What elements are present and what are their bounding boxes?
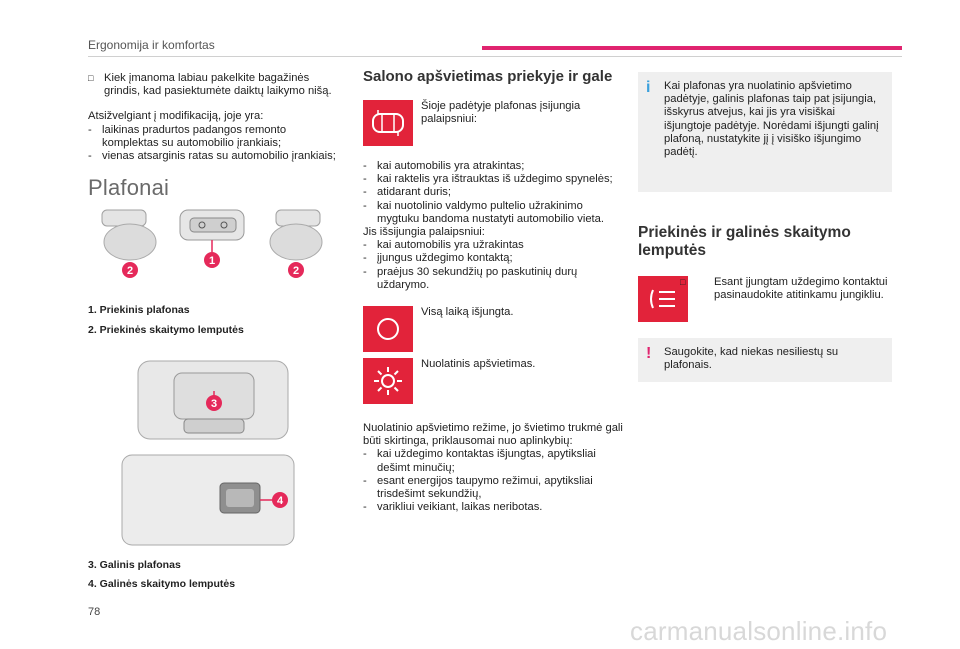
reading-light-row: □ Esant įjungtam uždegimo kontaktui pasinaudokite atitinkamu jungikliu. <box>638 276 892 328</box>
left-column <box>88 72 338 591</box>
watermark: carmanualsonline.info <box>630 616 888 646</box>
door-mode-row: Šioje padėtyje plafonas įsijungia palaipsniui: <box>363 100 625 152</box>
list-item: - kai uždegimo kontaktas išjungtas, apytiksliai dešimt minučių; <box>363 448 625 474</box>
list-item: - įjungus uždegimo kontaktą; <box>363 252 625 265</box>
off-conditions-list <box>363 239 625 292</box>
list-item: - atidarant duris; <box>363 186 625 199</box>
off-circle-icon <box>363 306 413 352</box>
info-icon: i <box>646 79 651 96</box>
info-note: i Kai plafonas yra nuolatinio apšvietimo padėtyje, galinis plafonas taip pat įsijungia, išskyrus atvejus, kai jis yra visiškai išjungtoje padėtyje. Norėdami išjungti galinį plafoną, nustatykite jį į visiško išjungimo padėtį. <box>638 72 892 192</box>
door-mode-icon <box>363 100 413 146</box>
callout-label: 3 <box>210 397 218 410</box>
legend-item: 2. Priekinės skaitymo lemputės <box>88 323 244 336</box>
front-plafond-figure <box>88 208 338 286</box>
section-title-reading-lights: Priekinės ir galinės skaitymo lemputės <box>638 224 851 259</box>
permanent-intro: Nuolatinio apšvietimo režime, jo švietimo trukmė gali būti skirtinga, priklausomai nuo aplinkybių: <box>363 422 623 448</box>
permanent-durations-list <box>363 448 625 514</box>
legend-item: 1. Priekinis plafonas <box>88 304 190 317</box>
bullet-arrow-icon: □ <box>680 277 686 287</box>
list-item: - laikinas pradurtos padangos remonto komplektas su automobilio įrankiais; <box>88 124 338 150</box>
legend-item: 4. Galinės skaitymo lemputės <box>88 578 236 591</box>
header-divider <box>88 56 902 57</box>
middle-column <box>363 68 625 514</box>
list-item: - kai raktelis yra ištrauktas iš uždegimo spynelės; <box>363 173 625 186</box>
list-item: - kai automobilis yra užrakintas <box>363 239 625 252</box>
equipment-list <box>88 124 338 164</box>
callout-label: 2 <box>126 265 134 278</box>
page-number: 78 <box>88 606 101 618</box>
callout-label: 4 <box>276 494 284 507</box>
callout-label: 1 <box>208 255 216 268</box>
legend-item: 3. Galinis plafonas <box>88 558 181 571</box>
section-title-interior-lighting: Salono apšvietimas priekyje ir gale <box>363 68 613 85</box>
list-item: - praėjus 30 sekundžių po paskutinių durų uždarymo. <box>363 266 625 292</box>
list-item: - varikliui veikiant, laikas neribotas. <box>363 501 625 514</box>
warning-icon: ! <box>646 345 652 362</box>
list-item: - vienas atsarginis ratas su automobilio įrankiais; <box>88 150 338 163</box>
right-column <box>638 72 892 382</box>
off-intro: Jis išsijungia palaipsniui: <box>363 226 485 239</box>
front-plafond-illustration <box>88 208 338 286</box>
list-item: - kai nuotolinio valdymo pultelio užrakinimo mygtuku bandoma nustatyti automobilio vieta. <box>363 200 625 226</box>
bullet-paragraph: □ Kiek įmanoma labiau pakelkite bagažinės grindis, kad pasiektumėte daiktų laikymo nišą. <box>88 72 332 98</box>
list-item: - kai automobilis yra atrakintas; <box>363 160 625 173</box>
intro-text: Atsižvelgiant į modifikaciją, joje yra: <box>88 110 264 123</box>
header-accent-bar <box>482 46 902 50</box>
callout-label: 2 <box>292 265 300 278</box>
off-mode-row: Visą laiką išjungta. <box>363 306 625 352</box>
on-conditions-list <box>363 160 625 226</box>
chapter-title: Ergonomija ir komfortas <box>88 38 215 52</box>
list-item: - esant energijos taupymo režimui, apytiksliai trisdešimt sekundžių, <box>363 475 625 501</box>
on-mode-row: Nuolatinis apšvietimas. <box>363 358 625 412</box>
sun-light-icon <box>363 358 413 404</box>
bullet-arrow-icon: □ <box>88 73 94 83</box>
warning-note: ! Saugokite, kad niekas nesiliestų su plafonais. <box>638 338 892 382</box>
rear-plafond-figure <box>88 355 338 553</box>
section-title-plafonai: Plafonai <box>88 175 170 201</box>
rear-plafond-illustration <box>88 355 338 553</box>
